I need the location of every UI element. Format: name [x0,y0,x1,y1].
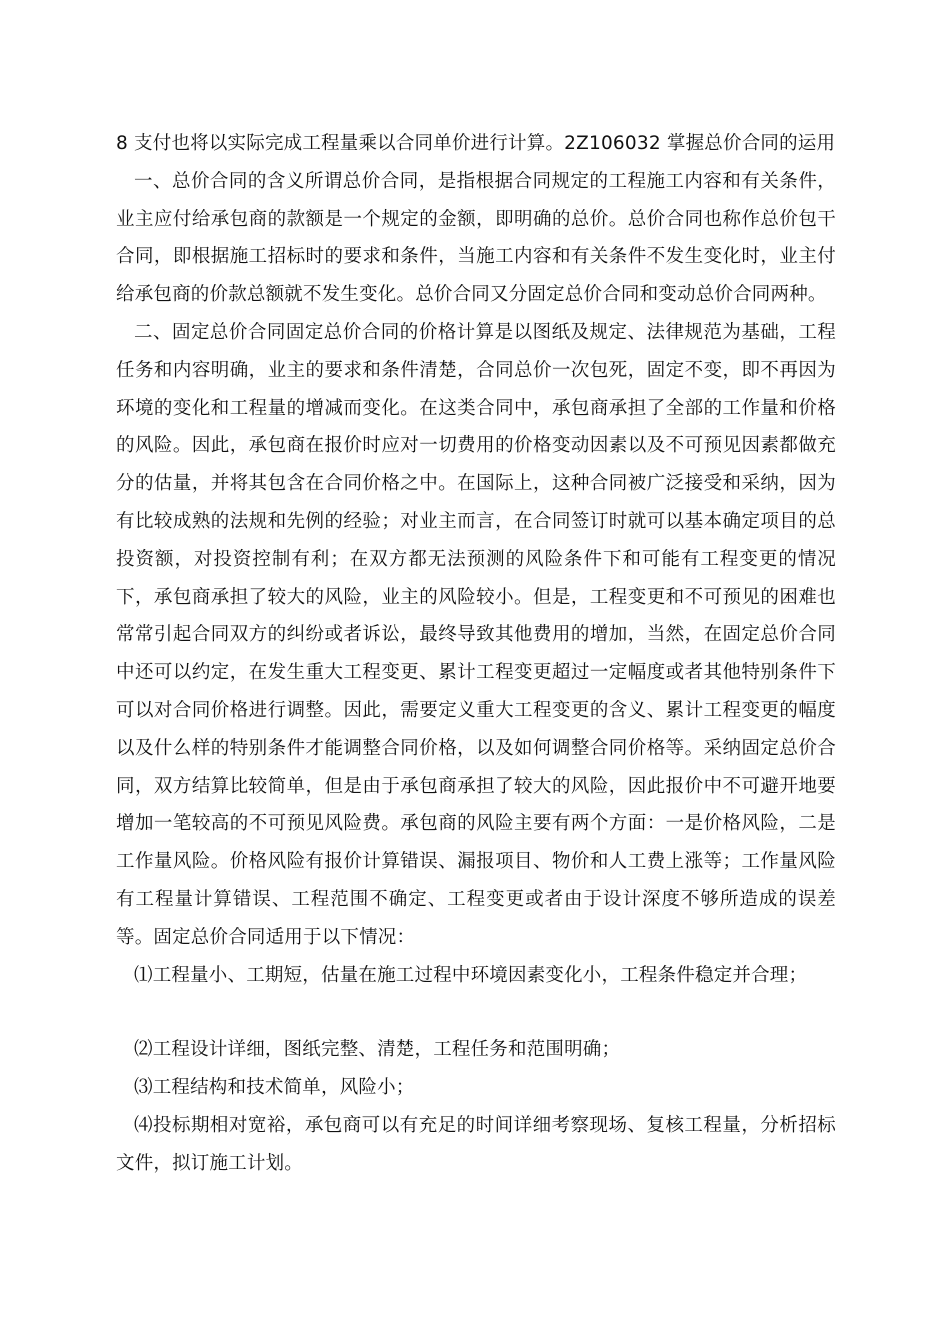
list-item-2: ⑵工程设计详细，图纸完整、清楚，工程任务和范围明确； [134,1039,621,1061]
list-item-4: ⑷投标期相对宽裕，承包商可以有充足的时间详细考察现场、复核工程量，分析招标文件，拟订施工计划。 [116,1114,836,1174]
document-body [116,125,836,1183]
paragraph-intro: 8 支付也将以实际完成工程量乘以合同单价进行计算。2Z106032 掌握总价合同的运用 [116,133,836,154]
paragraph-lump-sum-definition: 一、总价合同的含义所谓总价合同，是指根据合同规定的工程施工内容和有关条件，业主应付给承包商的款额是一个规定的金额，即明确的总价。总价合同也称作总价包干合同，即根据施工招标时的要求和条件，当施工内容和有关条件不发生变化时，业主付给承包商的价款总额就不发生变化。总价合同又分固定总价合同和变动总价合同两种。 [116,170,836,306]
list-item-1: ⑴工程量小、工期短，估量在施工过程中环境因素变化小，工程条件稳定并合理； [134,964,808,986]
blank-line [116,994,836,1031]
paragraph-fixed-lump-sum: 二、固定总价合同固定总价合同的价格计算是以图纸及规定、法律规范为基础，工程任务和内容明确，业主的要求和条件清楚，合同总价一次包死，固定不变，即不再因为环境的变化和工程量的增减而变化。在这类合同中，承包商承担了全部的工作量和价格的风险。因此，承包商在报价时应对一切费用的价格变动因素以及不可预见因素都做充分的估量，并将其包含在合同价格之中。在国际上，这种合同被广泛接受和采纳，因为有比较成熟的法规和先例的经验；对业主而言，在合同签订时就可以基本确定项目的总投资额，对投资控制有利；在双方都无法预测的风险条件下和可能有工程变更的情况下，承包商承担了较大的风险，业主的风险较小。但是，工程变更和不可预见的困难也常常引起合同双方的纠纷或者诉讼，最终导致其他费用的增加，当然，在固定总价合同中还可以约定，在发生重大工程变更、累计工程变更超过一定幅度或者其他特别条件下可以对合同价格进行调整。因此，需要定义重大工程变更的含义、累计工程变更的幅度以及什么样的特别条件才能调整合同价格，以及如何调整合同价格等。采纳固定总价合同，双方结算比较简单，但是由于承包商承担了较大的风险，因此报价中不可避开地要增加一笔较高的不可预见风险费。承包商的风险主要有两个方面：一是价格风险，二是工作量风险。价格风险有报价计算错误、漏报项目、物价和人工费上涨等；工作量风险有工程量计算错误、工程范围不确定、工程变更或者由于设计深度不够所造成的误差等。固定总价合同适用于以下情况： [116,321,836,948]
list-item-3: ⑶工程结构和技术简单，风险小； [134,1077,415,1099]
